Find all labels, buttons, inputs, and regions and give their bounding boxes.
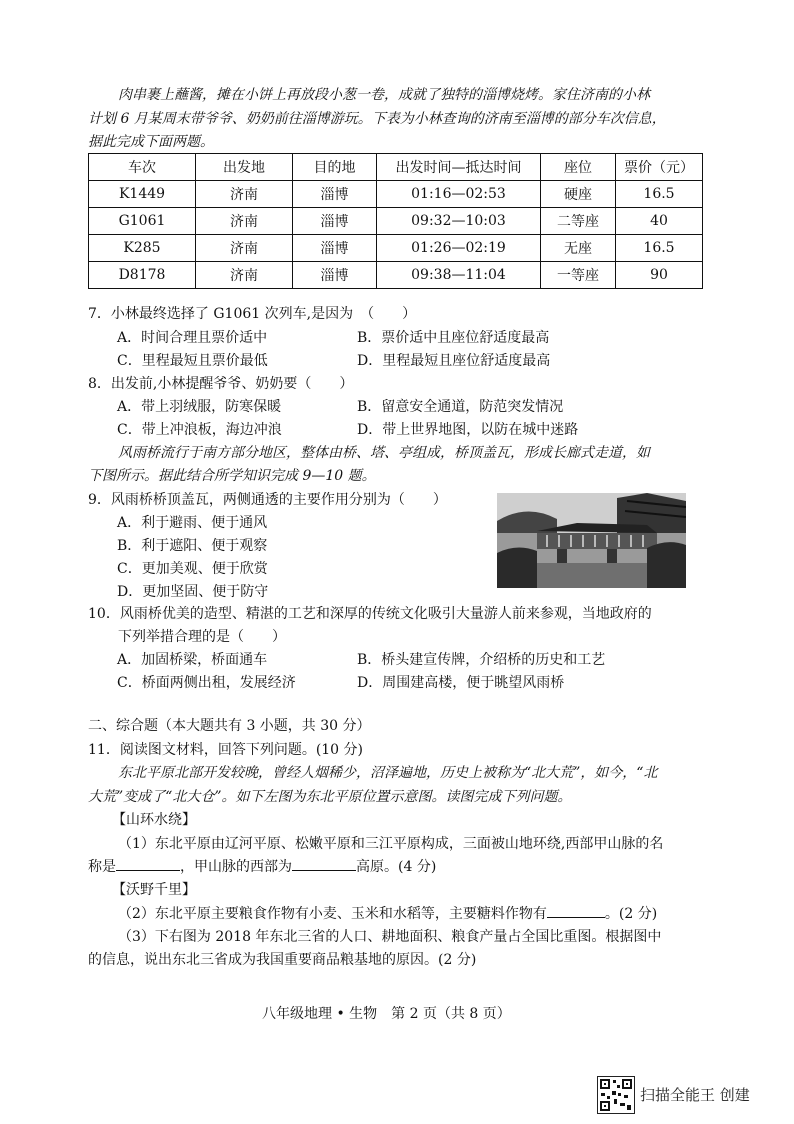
bridge-intro-line-1: 风雨桥流行于南方部分地区，整体由桥、塔、亭组成，桥顶盖瓦，形成长廊式走道，如	[118, 445, 650, 461]
header-train-no: 车次	[89, 154, 196, 181]
heading-mountains-rivers: 【山环水绕】	[112, 812, 196, 828]
cell-destination: 淄博	[293, 208, 377, 235]
cell-price: 16.5	[616, 181, 703, 208]
intro-line-2: 计划 6 月某周末带爷爷、奶奶前往淄博游玩。下表为小林查询的济南至淄博的部分车次信息，	[88, 111, 666, 127]
answer-blank-sugar-crop[interactable]	[547, 903, 605, 918]
cell-train-no: K1449	[89, 181, 196, 208]
table-row	[89, 208, 703, 235]
cell-departure: 济南	[196, 235, 293, 262]
header-destination: 目的地	[293, 154, 377, 181]
cell-seat: 硬座	[541, 181, 616, 208]
q9-stem: 9．风雨桥桥顶盖瓦，两侧通透的主要作用分别为（ ）	[88, 492, 447, 508]
table-row	[89, 262, 703, 289]
bridge-intro-line-2: 下图所示。据此结合所学知识完成 9—10 题。	[88, 468, 376, 484]
q9-option-c: C．更加美观、便于欣赏	[117, 561, 268, 577]
q10-option-a: A．加固桥梁，桥面通车	[117, 652, 268, 668]
cell-departure: 济南	[196, 262, 293, 289]
header-price: 票价（元）	[616, 154, 703, 181]
q10-stem-line-2: 下列举措合理的是（ ）	[118, 629, 286, 645]
q7-option-a: A．时间合理且票价适中	[117, 330, 268, 346]
q8-option-a: A．带上羽绒服，防寒保暖	[117, 399, 282, 415]
q11-sub1-suffix: 高原。(4 分)	[356, 859, 437, 875]
cell-train-no: K285	[89, 235, 196, 262]
cell-destination: 淄博	[293, 235, 377, 262]
answer-blank-mountain[interactable]	[116, 856, 180, 871]
q11-stem: 11．阅读图文材料，回答下列问题。(10 分)	[88, 742, 364, 758]
intro-line-3: 据此完成下面两题。	[88, 134, 214, 150]
cell-price: 40	[616, 208, 703, 235]
cell-price: 16.5	[616, 235, 703, 262]
page-footer: 八年级地理 • 生物 第 2 页（共 8 页）	[262, 1006, 511, 1022]
cell-time: 09:38—11:04	[377, 262, 541, 289]
q9-option-b: B．利于遮阳、便于观察	[117, 538, 268, 554]
q11-sub2-line	[118, 903, 657, 923]
bridge-photo-illustration	[497, 493, 686, 588]
cell-destination: 淄博	[293, 181, 377, 208]
q7-option-c: C．里程最短且票价最低	[117, 353, 268, 369]
cell-seat: 二等座	[541, 208, 616, 235]
cell-destination: 淄博	[293, 262, 377, 289]
table-row	[89, 235, 703, 262]
cell-seat: 一等座	[541, 262, 616, 289]
q11-sub1-line-2	[88, 856, 436, 876]
intro-line-1: 肉串裹上蘸酱，摊在小饼上再放段小葱一卷，成就了独特的淄博烧烤。家住济南的小林	[118, 87, 650, 103]
q10-option-c: C．桥面两侧出租，发展经济	[117, 675, 296, 691]
q11-sub2-suffix: 。(2 分)	[604, 906, 658, 922]
q10-stem-line-1: 10．风雨桥优美的造型、精湛的工艺和深厚的传统文化吸引大量游人前来参观，当地政府的	[88, 606, 652, 622]
table-header-row	[89, 154, 703, 181]
q8-stem: 8．出发前,小林提醒爷爷、奶奶要（ ）	[88, 376, 354, 392]
q10-option-d: D．周围建高楼，便于眺望风雨桥	[357, 675, 565, 691]
answer-blank-plateau[interactable]	[292, 856, 356, 871]
scanner-watermark-text: 扫描全能王 创建	[640, 1086, 750, 1104]
cell-train-no: G1061	[89, 208, 196, 235]
q11-material-line-2: 大荒”变成了“北大仓”。如下左图为东北平原位置示意图。读图完成下列问题。	[88, 789, 572, 805]
cell-time: 01:16—02:53	[377, 181, 541, 208]
q7-option-b: B．票价适中且座位舒适度最高	[357, 330, 550, 346]
q7-stem: 7．小林最终选择了 G1061 次列车,是因为 （ ）	[88, 306, 417, 322]
qr-code-graphic	[598, 1077, 634, 1113]
cell-time: 09:32—10:03	[377, 208, 541, 235]
q8-option-c: C．带上冲浪板，海边冲浪	[117, 422, 282, 438]
q11-sub1-line-1: （1）东北平原由辽河平原、松嫩平原和三江平原构成，三面被山地环绕,西部甲山脉的名	[118, 836, 664, 852]
q11-sub1-middle: ，甲山脉的西部为	[180, 859, 292, 875]
cell-price: 90	[616, 262, 703, 289]
header-time: 出发时间—抵达时间	[377, 154, 541, 181]
q7-option-d: D．里程最短且座位舒适度最高	[357, 353, 551, 369]
table-row	[89, 181, 703, 208]
header-departure: 出发地	[196, 154, 293, 181]
heading-fertile-land: 【沃野千里】	[112, 882, 196, 898]
cell-train-no: D8178	[89, 262, 196, 289]
q11-sub3-line-2: 的信息，说出东北三省成为我国重要商品粮基地的原因。(2 分)	[88, 952, 477, 968]
q9-option-d: D．更加坚固、便于防守	[117, 584, 269, 600]
q8-option-d: D．带上世界地图，以防在城中迷路	[357, 422, 579, 438]
cell-departure: 济南	[196, 208, 293, 235]
cell-time: 01:26—02:19	[377, 235, 541, 262]
q11-sub3-line-1: （3）下右图为 2018 年东北三省的人口、耕地面积、粮食产量占全国比重图。根据图中	[118, 929, 662, 945]
section-2-title: 二、综合题（本大题共有 3 小题，共 30 分）	[88, 718, 371, 734]
cell-departure: 济南	[196, 181, 293, 208]
cell-seat: 无座	[541, 235, 616, 262]
header-seat: 座位	[541, 154, 616, 181]
q11-sub2-prefix: （2）东北平原主要粮食作物有小麦、玉米和水稻等，主要糖料作物有	[118, 906, 547, 922]
train-schedule-table	[88, 153, 703, 289]
q11-sub1-prefix: 称是	[88, 859, 116, 875]
wind-rain-bridge-photo	[497, 493, 686, 588]
qr-code-icon	[597, 1076, 635, 1114]
q9-option-a: A．利于避雨、便于通风	[117, 515, 268, 531]
q8-option-b: B．留意安全通道，防范突发情况	[357, 399, 564, 415]
q11-material-line-1: 东北平原北部开发较晚，曾经人烟稀少，沼泽遍地，历史上被称为“北大荒”，如今，“北	[118, 765, 658, 781]
q10-option-b: B．桥头建宣传牌，介绍桥的历史和工艺	[357, 652, 606, 668]
